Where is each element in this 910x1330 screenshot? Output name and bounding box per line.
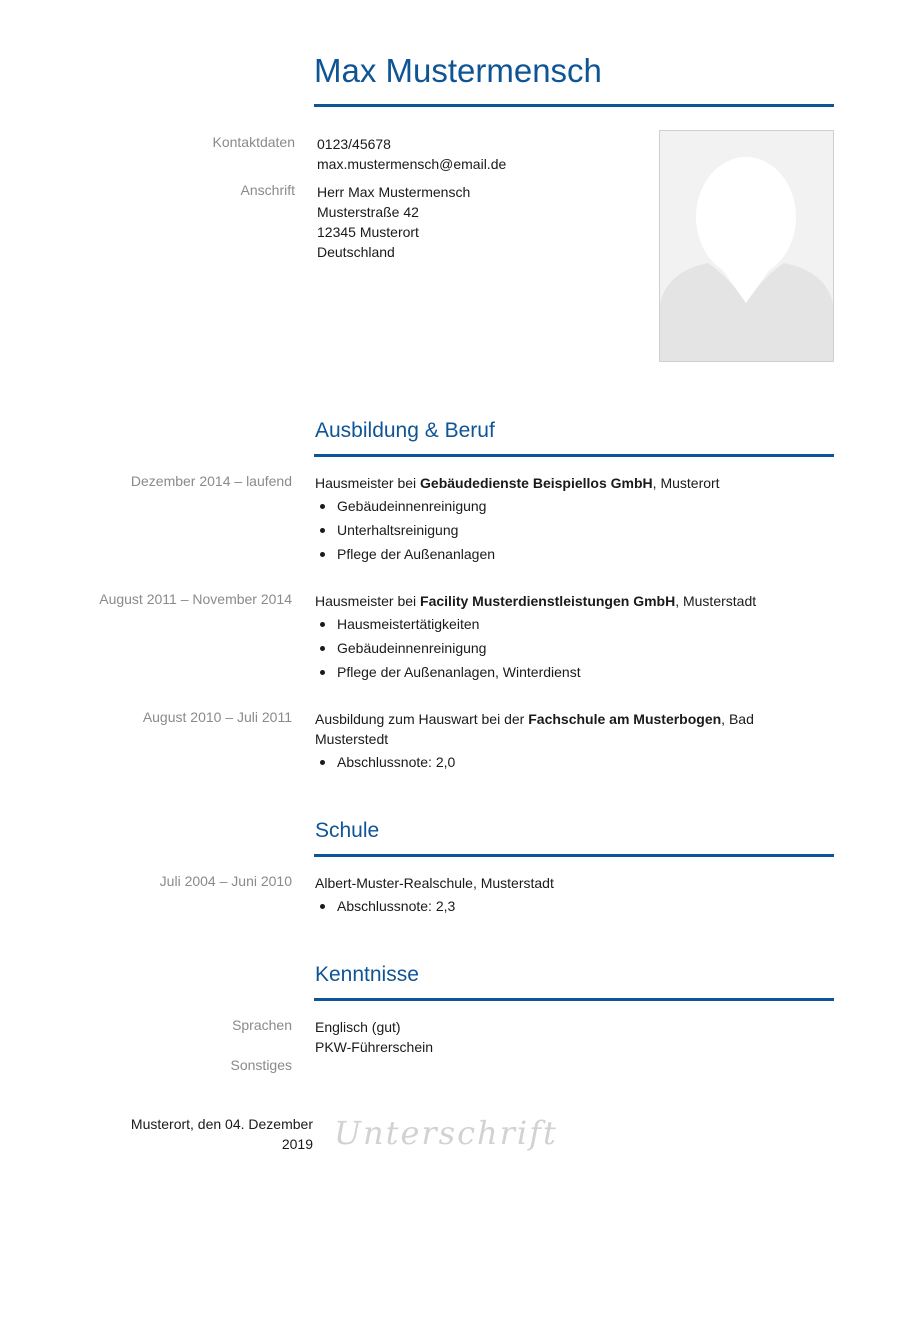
employer-name: Facility Musterdienstleistungen GmbH	[420, 593, 676, 609]
address-line-3: 12345 Musterort	[317, 224, 419, 240]
entry-bullet-list	[315, 612, 581, 684]
address-line-4: Deutschland	[317, 244, 395, 260]
profile-photo	[659, 130, 834, 362]
entry-heading: Albert-Muster-Realschule, Musterstadt	[315, 875, 554, 891]
title-divider	[314, 104, 834, 107]
email-address: max.mustermensch@email.de	[317, 156, 507, 172]
list-item: Abschlussnote: 2,0	[315, 750, 455, 774]
employer-name: Fachschule am Musterbogen	[528, 711, 722, 727]
page-title: Max Mustermensch	[314, 52, 602, 89]
list-item: Gebäudeinnenreinigung	[315, 494, 495, 518]
languages-value: Englisch (gut)	[315, 1019, 401, 1035]
list-item: Pflege der Außenanlagen, Winterdienst	[315, 660, 581, 684]
contact-label: Kontaktdaten	[212, 134, 295, 150]
signature: Unterschrift	[334, 1114, 558, 1152]
phone-number: 0123/45678	[317, 136, 391, 152]
entry-bullet-list	[315, 894, 455, 918]
address-line-1: Herr Max Mustermensch	[317, 184, 471, 200]
other-skills-value: PKW-Führerschein	[315, 1039, 434, 1055]
person-silhouette-icon	[660, 131, 833, 361]
section-divider	[314, 454, 834, 457]
section-divider	[314, 854, 834, 857]
entry-heading: Hausmeister bei Gebäudedienste Beispiellos GmbH, Musterort	[315, 475, 720, 491]
entry-heading: Hausmeister bei Facility Musterdienstleistungen GmbH, Musterstadt	[315, 593, 757, 609]
list-item: Unterhaltsreinigung	[315, 518, 495, 542]
section-title-school: Schule	[315, 819, 380, 842]
entry-heading: Ausbildung zum Hauswart bei der Fachschule am Musterbogen, Bad Musterstedt	[315, 711, 754, 747]
address-line-2: Musterstraße 42	[317, 204, 419, 220]
section-title-career: Ausbildung & Beruf	[315, 419, 495, 442]
entry-bullet-list	[315, 494, 495, 566]
other-skills-label: Sonstiges	[230, 1057, 292, 1073]
list-item: Pflege der Außenanlagen	[315, 542, 495, 566]
entry-date: Dezember 2014 – laufend	[130, 473, 292, 489]
entry-date: August 2011 – November 2014	[99, 591, 292, 607]
languages-label: Sprachen	[232, 1017, 292, 1033]
list-item: Hausmeistertätigkeiten	[315, 612, 581, 636]
list-item: Abschlussnote: 2,3	[315, 894, 455, 918]
section-divider	[314, 998, 834, 1001]
address-label: Anschrift	[240, 182, 295, 198]
place-and-date: Musterort, den 04. Dezember 2019	[130, 1116, 313, 1152]
entry-date: Juli 2004 – Juni 2010	[159, 873, 292, 889]
employer-name: Gebäudedienste Beispiellos GmbH	[420, 475, 653, 491]
entry-bullet-list	[315, 750, 455, 774]
list-item: Gebäudeinnenreinigung	[315, 636, 581, 660]
section-title-skills: Kenntnisse	[315, 963, 419, 986]
entry-date: August 2010 – Juli 2011	[142, 709, 292, 725]
